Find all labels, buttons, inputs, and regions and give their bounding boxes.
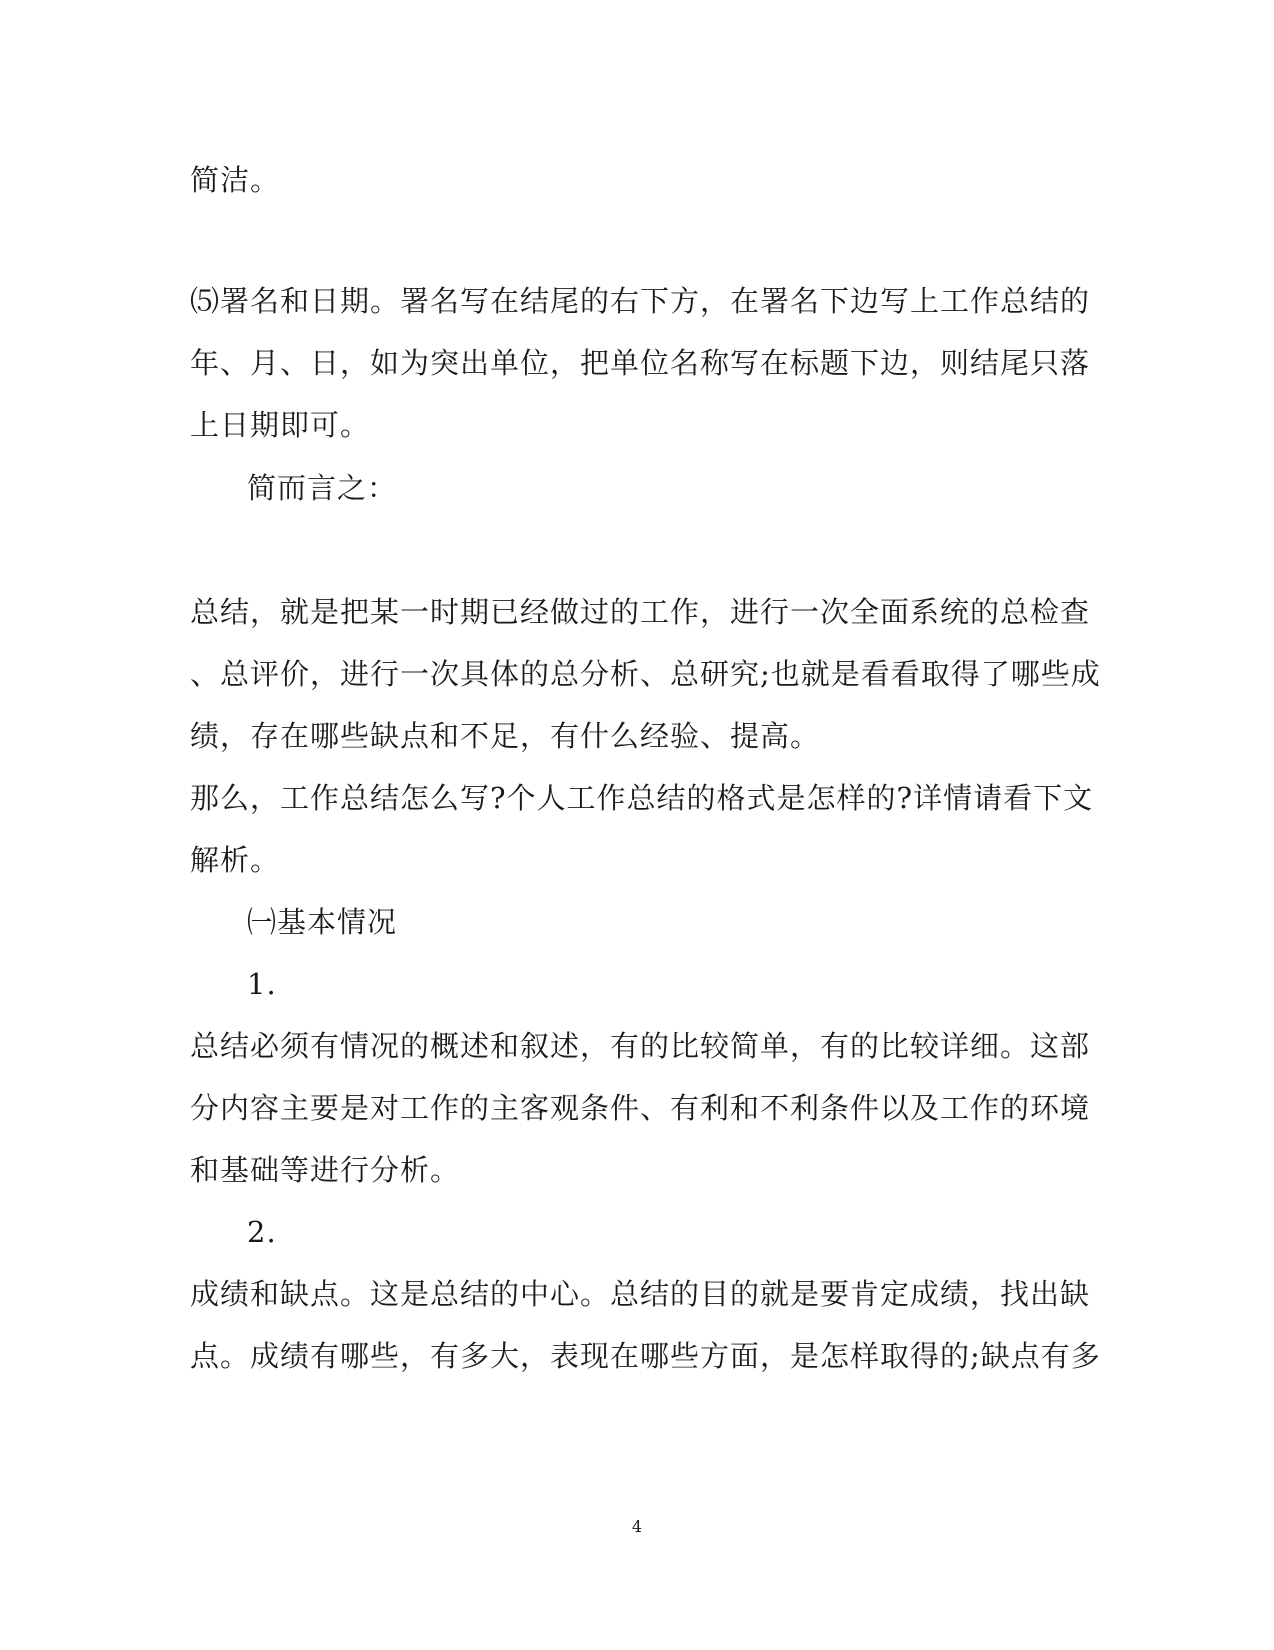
text-line-summary-def-2: 、总评价，进行一次具体的总分析、总研究;也就是看看取得了哪些成 — [190, 657, 1101, 691]
text-line-in-short: 简而言之： — [247, 471, 398, 505]
text-line-question-2: 解析。 — [190, 843, 281, 877]
text-line-signature-2: 年、月、日，如为突出单位，把单位名称写在标题下边，则结尾只落 — [190, 346, 1091, 380]
text-line-basic-3: 和基础等进行分析。 — [190, 1153, 461, 1187]
list-number-2: 2. — [247, 1215, 277, 1249]
text-line-summary-def-1: 总结，就是把某一时期已经做过的工作，进行一次全面系统的总检查 — [190, 595, 1091, 629]
text-line-basic-2: 分内容主要是对工作的主客观条件、有利和不利条件以及工作的环境 — [190, 1091, 1091, 1125]
text-line-summary-def-3: 绩，存在哪些缺点和不足，有什么经验、提高。 — [190, 719, 821, 753]
text-line-question-1: 那么，工作总结怎么写?个人工作总结的格式是怎样的?详情请看下文 — [190, 781, 1094, 815]
text-line-signature-3: 上日期即可。 — [190, 408, 371, 442]
text-line-achievements-2: 点。成绩有哪些，有多大，表现在哪些方面，是怎样取得的;缺点有多 — [190, 1339, 1101, 1373]
section-heading-basic-situation: ㈠基本情况 — [247, 905, 398, 939]
text-line-signature-1: ⑸署名和日期。署名写在结尾的右下方，在署名下边写上工作总结的 — [190, 284, 1091, 318]
text-line-achievements-1: 成绩和缺点。这是总结的中心。总结的目的就是要肯定成绩，找出缺 — [190, 1277, 1091, 1311]
text-line-concise: 简洁。 — [190, 163, 281, 197]
text-line-basic-1: 总结必须有情况的概述和叙述，有的比较简单，有的比较详细。这部 — [190, 1029, 1091, 1063]
page-number: 4 — [631, 1517, 643, 1536]
list-number-1: 1. — [247, 967, 277, 1001]
